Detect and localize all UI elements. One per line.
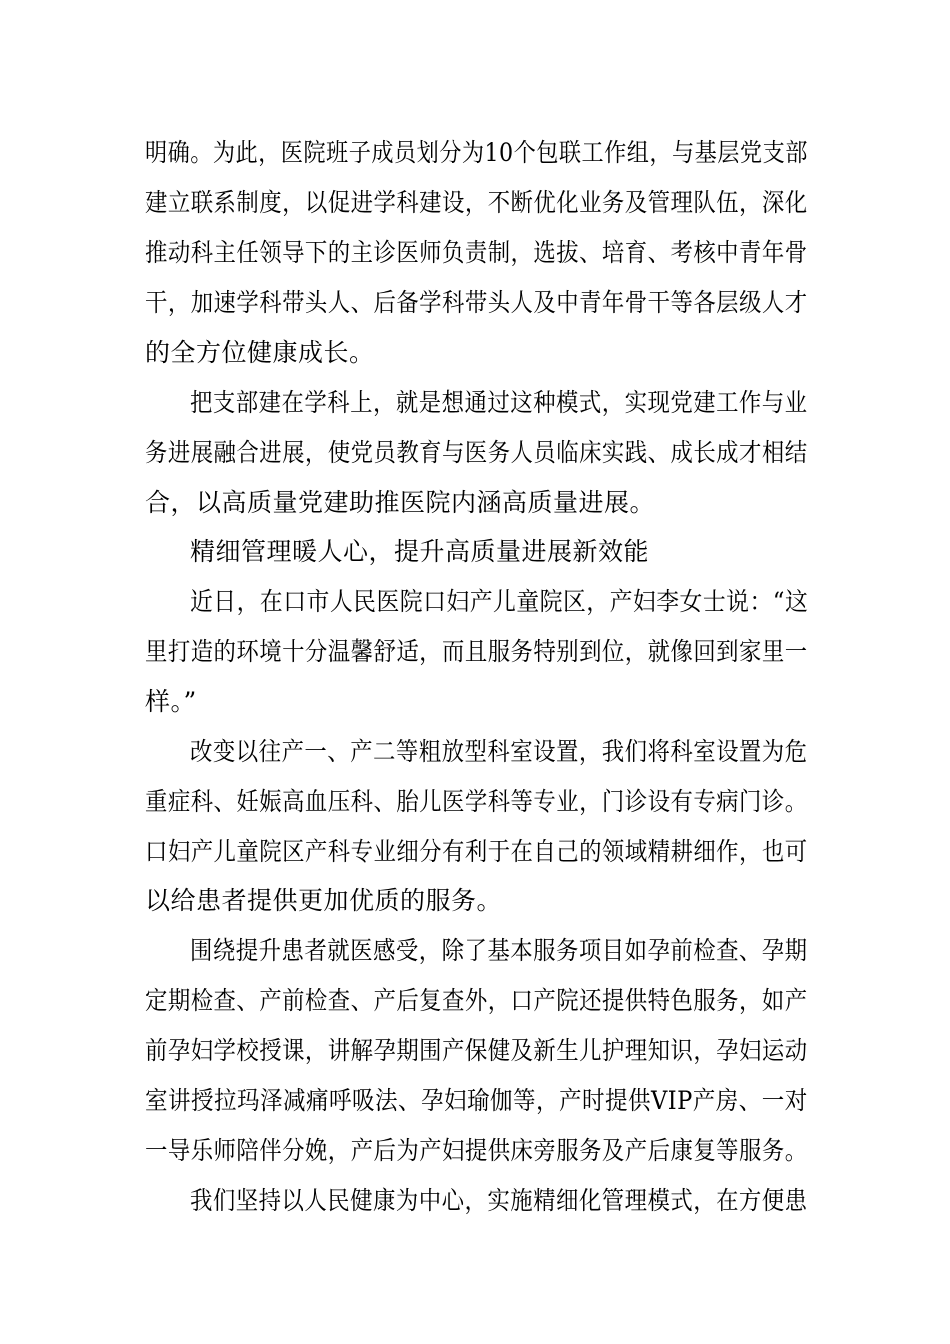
text-line: 推动科主任领导下的主诊医师负责制，选拔、培育、考核中青年骨 — [145, 238, 808, 267]
text-line: 一导乐师陪伴分娩，产后为产妇提供床旁服务及产后康复等服务。 — [145, 1136, 808, 1165]
text-line: 以给患者提供更加优质的服务。 — [145, 886, 503, 915]
text-line: 务进展融合进展，使党员教育与医务人员临床实践、成长成才相结 — [145, 438, 808, 467]
text-line: 前孕妇学校授课，讲解孕期围产保健及新生儿护理知识，孕妇运动 — [145, 1036, 808, 1065]
text-line: 建立联系制度，以促进学科建设，不断优化业务及管理队伍，深化 — [145, 188, 808, 217]
text-line: 室讲授拉玛泽减痛呼吸法、孕妇瑜伽等，产时提供VIP产房、一对 — [145, 1086, 808, 1115]
section-heading: 精细管理暖人心，提升高质量进展新效能 — [190, 537, 650, 566]
paragraph-first-line: 我们坚持以人民健康为中心，实施精细化管理模式，在方便患 — [190, 1186, 808, 1215]
paragraph-first-line: 近日，在口市人民医院口妇产儿童院区，产妇李女士说：“这 — [190, 587, 809, 616]
text-line: 干，加速学科带头人、后备学科带头人及中青年骨干等各层级人才 — [145, 288, 808, 317]
text-line: 的全方位健康成长。 — [145, 338, 375, 367]
text-line: 明确。为此，医院班子成员划分为10个包联工作组，与基层党支部 — [145, 138, 808, 167]
text-line: 口妇产儿童院区产科专业细分有利于在自己的领域精耕细作，也可 — [145, 837, 808, 866]
text-line: 重症科、妊娠高血压科、胎儿医学科等专业，门诊设有专病门诊。 — [145, 787, 808, 816]
text-line: 里打造的环境十分温馨舒适，而且服务特别到位，就像回到家里一 — [145, 637, 808, 666]
text-line: 合，以高质量党建助推医院内涵高质量进展。 — [145, 488, 656, 517]
paragraph-first-line: 改变以往产一、产二等粗放型科室设置，我们将科室设置为危 — [190, 737, 808, 766]
paragraph-first-line: 围绕提升患者就医感受，除了基本服务项目如孕前检查、孕期 — [190, 936, 808, 965]
text-line: 样。” — [145, 687, 197, 716]
text-line: 定期检查、产前检查、产后复查外，口产院还提供特色服务，如产 — [145, 986, 808, 1015]
paragraph-first-line: 把支部建在学科上，就是想通过这种模式，实现党建工作与业 — [190, 388, 808, 417]
